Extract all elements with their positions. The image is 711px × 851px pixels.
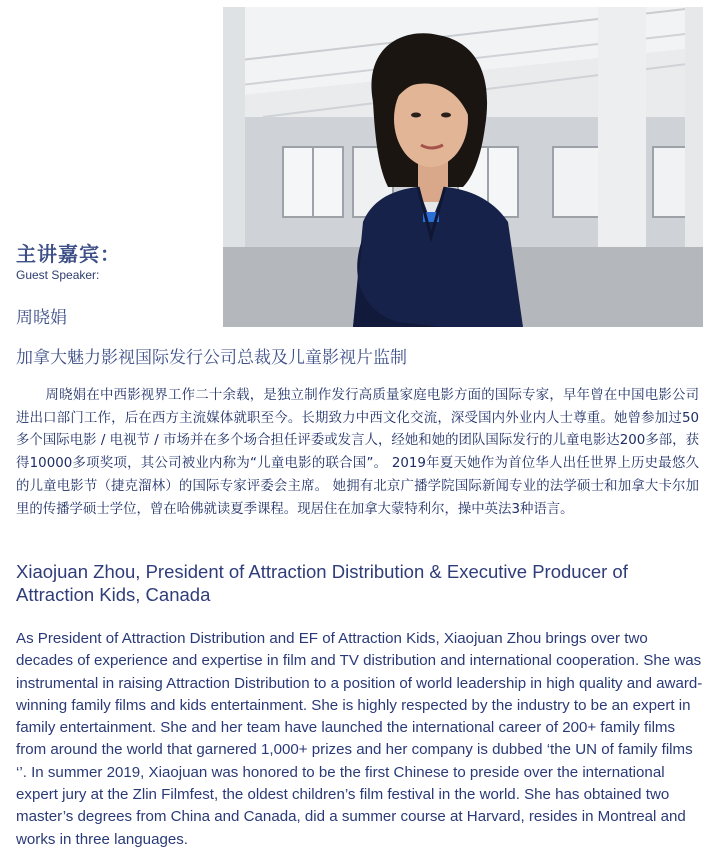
speaker-bio-en: As President of Attraction Distribution and EF of Attraction Kids, Xiaojuan Zhou brings over two decades of experience and expertise in film and TV distribution and international cooperation. She was instrumental in raising Attraction Distribution to a position of world leadership in high quality and award-winning family films and kids entertainment. She is highly respected by the industry to be an expert in family entertainment. She and her team have launched the international career of 200+ family films from around the world that garnered 1,000+ prizes and her company is dubbed ‘the UN of family films ‘’. In summer 2019, Xiaojuan was honored to be the first Chinese to preside over the international expert jury at the Zlin Filmfest, the oldest children’s film festival in the world. She has obtained two master’s degrees from China and Canada, did a summer course at Harvard, resides in Montreal and works in three languages.	[16, 630, 703, 848]
guest-speaker-label-cn: 主讲嘉宾：	[16, 242, 121, 266]
guest-speaker-label-en: Guest Speaker:	[16, 268, 100, 282]
speaker-title-cn: 加拿大魅力影视国际发行公司总裁及儿童影视片监制	[16, 348, 407, 368]
speaker-portrait-photo	[223, 7, 703, 327]
speaker-photo	[223, 7, 703, 327]
speaker-name: 周晓娟	[16, 308, 67, 328]
speaker-title-en: Xiaojuan Zhou, President of Attraction Distribution & Executive Producer of Attraction Kids, Canada	[16, 561, 628, 605]
speaker-bio-cn: 周晓娟在中西影视界工作二十余载，是独立制作发行高质量家庭电影方面的国际专家，早年曾在中国电影公司进出口部门工作，后在西方主流媒体就职至今。长期致力中西文化交流，深受国内外业内人士尊重。她曾参加过50多个国际电影 / 电视节 / 市场并在多个场合担任评委或发言人，经她和她的团队国际发行的儿童电影达200多部，获得10000多项奖项，其公司被业内称为“儿童电影的联合国”。 2019年夏天她作为首位华人出任世界上历史最悠久的儿童电影节（捷克溜林）的国际专家评委会主席。 她拥有北京广播学院国际新闻专业的法学硕士和加拿大卡尔加里的传播学硕士学位，曾在哈佛就读夏季课程。现居住在加拿大蒙特利尔，操中英法3种语言。	[16, 388, 699, 517]
